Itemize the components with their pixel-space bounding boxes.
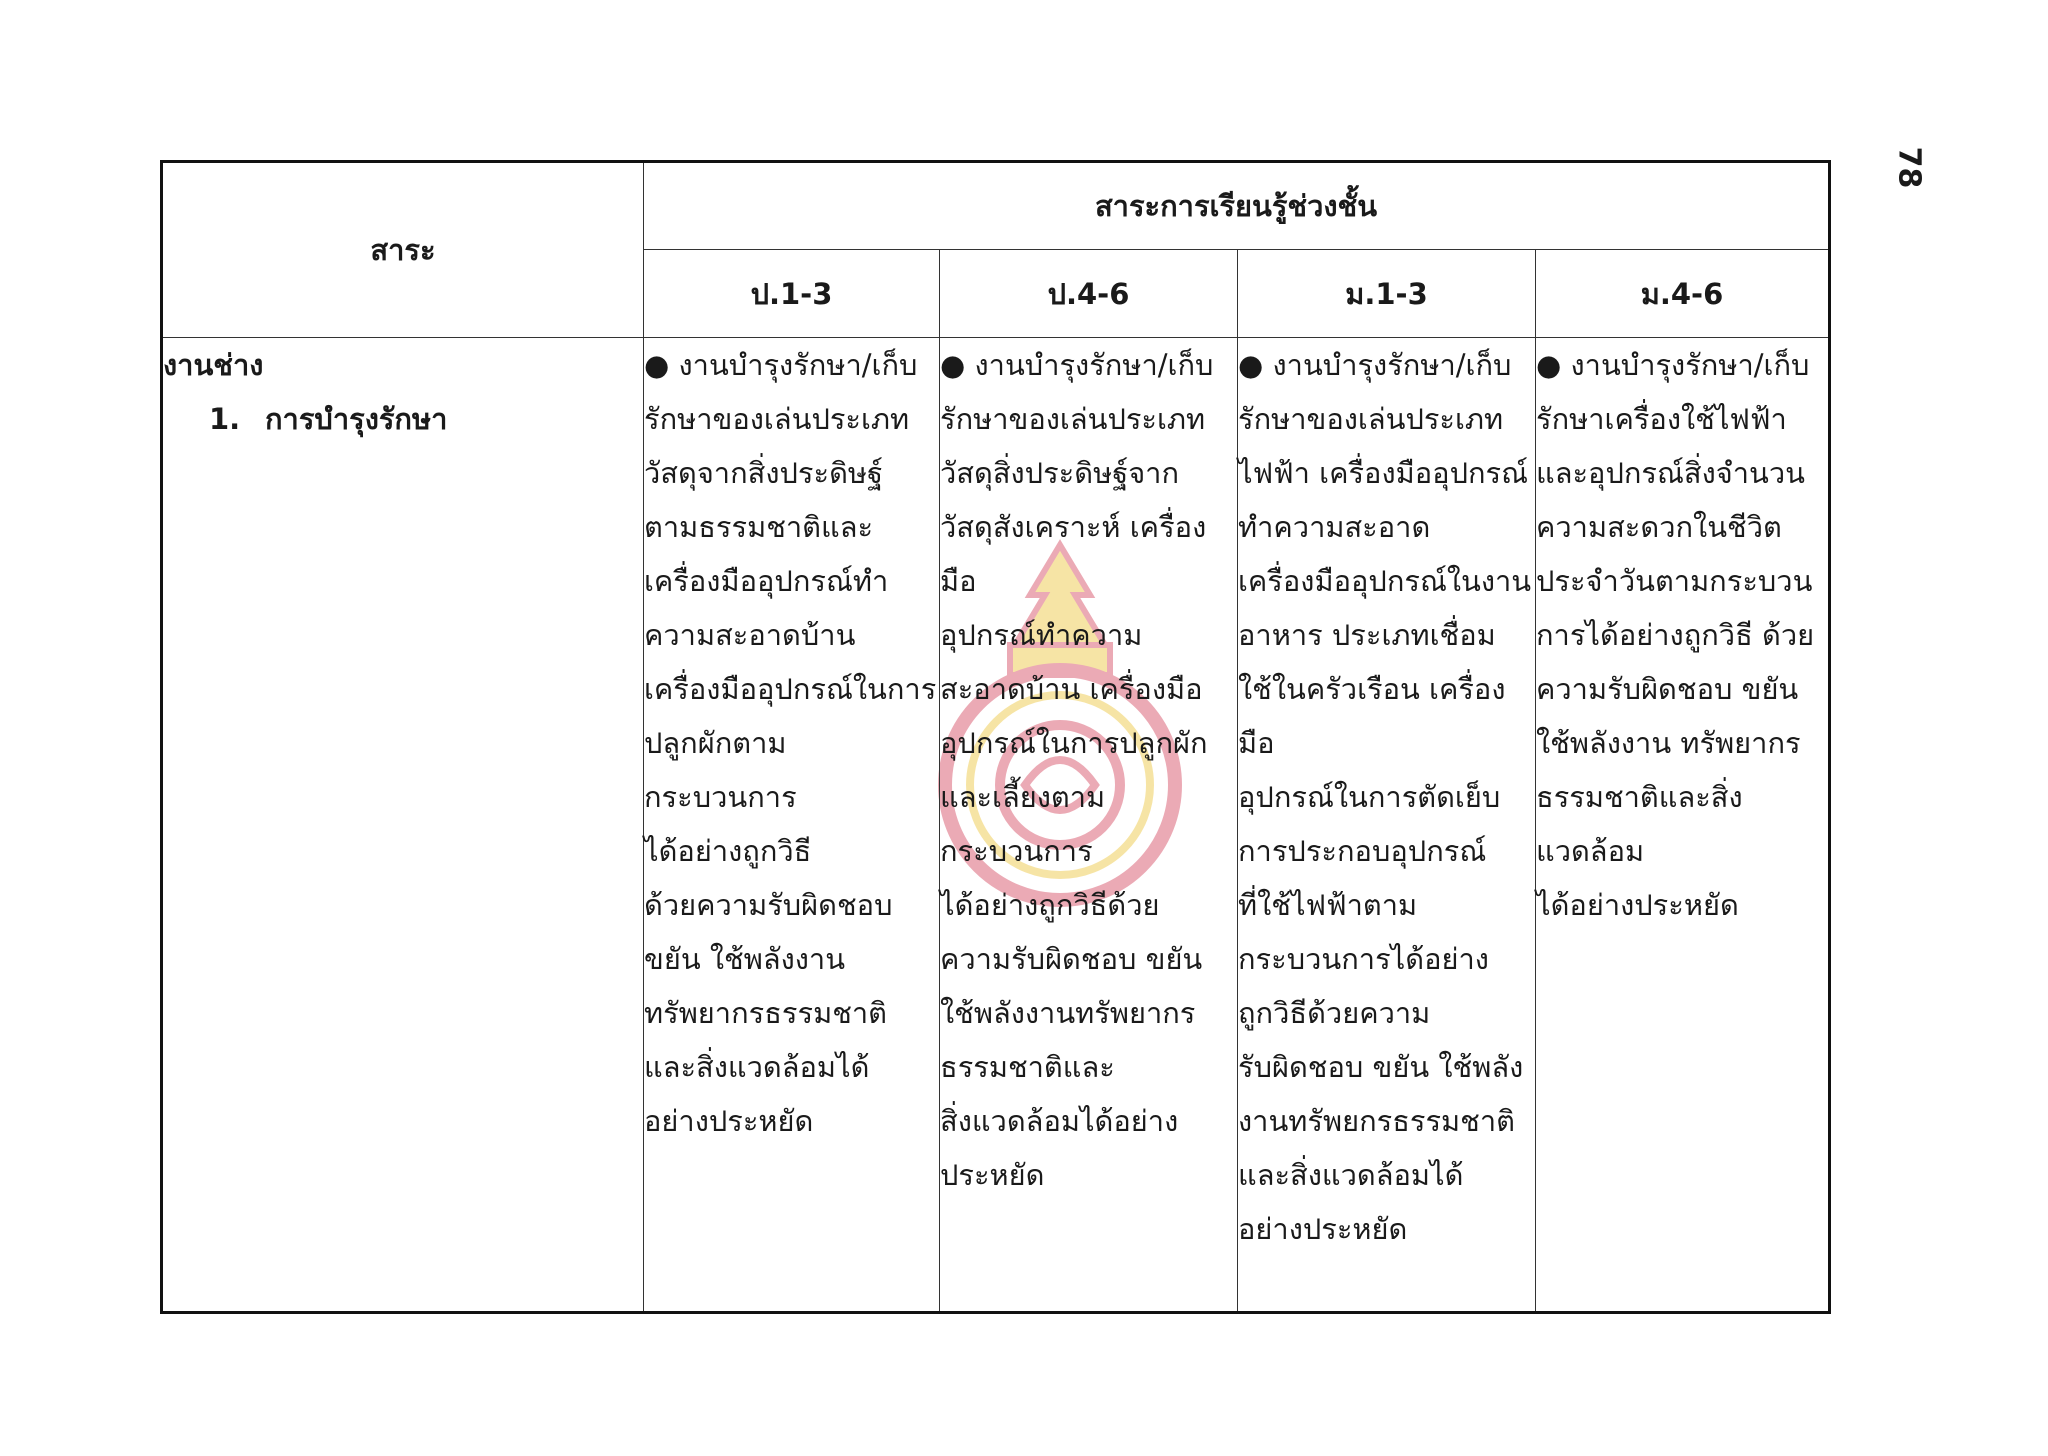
grade-header-m4-6: ม.4-6 [1536, 250, 1830, 338]
strand-item [163, 392, 643, 446]
page-number: 78 [1891, 146, 1927, 189]
grade-header-p4-6: ป.4-6 [940, 250, 1238, 338]
grade-header-p1-3: ป.1-3 [644, 250, 940, 338]
content-cell-m4-6: ● งานบำรุงรักษา/เก็บ รักษาเครื่องใช้ไฟฟ้า และอุปกรณ์สิ่งจำนวน ความสะดวกในชีวิต ประจำวันตามกระบวน การได้อย่างถูกวิธี ด้วย ความรับผิดชอบ ขยัน ใช้พลังงาน ทรัพยากร ธรรมชาติและสิ่งแวดล้อม ได้อย่างประหยัด [1536, 338, 1830, 1313]
grade-header-m1-3: ม.1-3 [1238, 250, 1536, 338]
strand-cell [162, 338, 644, 1313]
strand-item-number: 1. [209, 402, 241, 436]
table-row [162, 338, 1830, 1313]
content-cell-p1-3: ● งานบำรุงรักษา/เก็บ รักษาของเล่นประเภท วัสดุจากสิ่งประดิษฐ์ ตามธรรมชาติและ เครื่องมืออุปกรณ์ทำ ความสะอาดบ้าน เครื่องมืออุปกรณ์ในการ ปลูกผักตามกระบวนการ ได้อย่างถูกวิธี ด้วยความรับผิดชอบ ขยัน ใช้พลังงาน ทรัพยากรธรรมชาติ และสิ่งแวดล้อมได้ อย่างประหยัด [644, 338, 940, 1313]
content-cell-p4-6: ● งานบำรุงรักษา/เก็บ รักษาของเล่นประเภท วัสดุสิ่งประดิษฐ์จาก วัสดุสังเคราะห์ เครื่องมือ อุปกรณ์ทำความ สะอาดบ้าน เครื่องมือ อุปกรณ์ในการปลูกผัก และเลี้ยงตามกระบวนการ ได้อย่างถูกวิธีด้วย ความรับผิดชอบ ขยัน ใช้พลังงานทรัพยากร ธรรมชาติและ สิ่งแวดล้อมได้อย่าง ประหยัด [940, 338, 1238, 1313]
curriculum-table [160, 160, 1831, 1314]
strand-item-label: การบำรุงรักษา [265, 402, 448, 436]
strand-header: สาระ [162, 162, 644, 338]
strand-title: งานช่าง [163, 348, 264, 382]
content-cell-m1-3: ● งานบำรุงรักษา/เก็บ รักษาของเล่นประเภท ไฟฟ้า เครื่องมืออุปกรณ์ ทำความสะอาด เครื่องมืออุปกรณ์ในงาน อาหาร ประเภทเชื่อม ใช้ในครัวเรือน เครื่องมือ อุปกรณ์ในการตัดเย็บ การประกอบอุปกรณ์ ที่ใช้ไฟฟ้าตาม กระบวนการได้อย่าง ถูกวิธีด้วยความ รับผิดชอบ ขยัน ใช้พลัง งานทรัพยกรธรรมชาติ และสิ่งแวดล้อมได้ อย่างประหยัด [1238, 338, 1536, 1313]
grade-span-header: สาระการเรียนรู้ช่วงชั้น [644, 162, 1830, 250]
